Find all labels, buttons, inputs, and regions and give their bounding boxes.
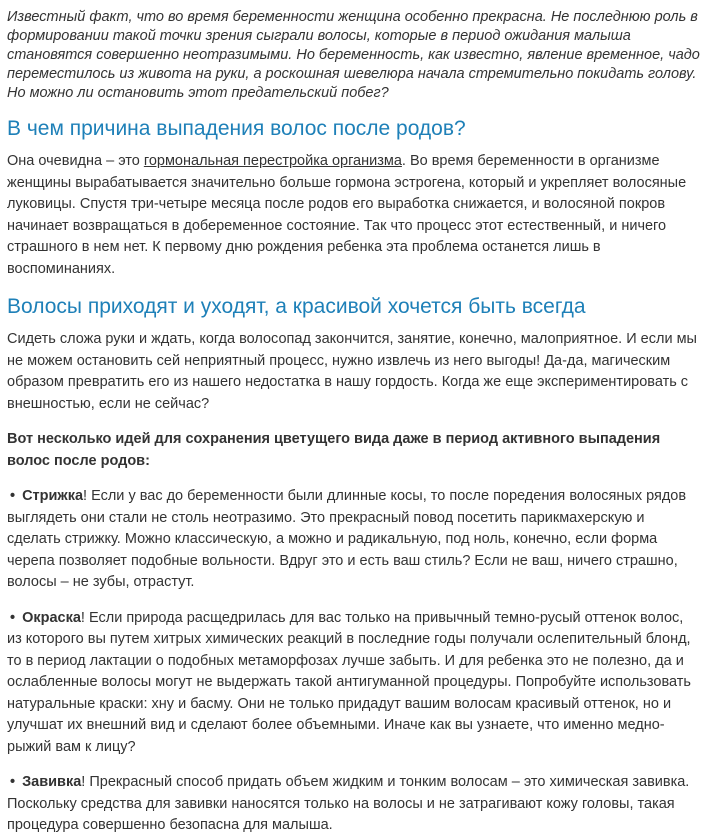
bullet-title-haircut: Стрижка (22, 488, 84, 504)
bullet-marker-icon: • (10, 774, 16, 790)
ideas-lead-paragraph: Вот несколько идей для сохранения цветущего вида даже в период активного выпадения волос после родов: (7, 431, 661, 469)
cause-text-before-link: Она очевидна – это (7, 153, 144, 169)
bullet-item-haircut (7, 486, 700, 594)
section-heading-hair-comes-and-goes: Волосы приходят и уходят, а красивой хочется быть всегда (7, 295, 586, 318)
hormonal-restructuring-link[interactable]: гормональная перестройка организма (143, 153, 402, 169)
bullet-marker-icon: • (10, 488, 16, 504)
cause-paragraph (7, 151, 700, 280)
cause-text-after-link: . Во время беременности в организме женщины вырабатывается значительно больше гормона эстрогена, который и укрепляет волосяные луковицы. Спустя три-четыре месяца после родов его выработка снижается, и волосяной покров начинает возвращаться в добеременное состояние. Так что процесс этот естественный, и ничего страшного в нем нет. К первому дню рождения ребенка эта проблема останется лишь в воспоминаниях. (7, 153, 687, 277)
section-heading-cause: В чем причина выпадения волос после родов? (7, 117, 466, 140)
bullet-text-coloring: Если природа расщедрилась для вас только на привычный темно-русый оттенок волос, из которого вы путем хитрых химических реакций в последние годы получали ослепительный блонд, то в период лактации о подобных метаморфозах лучше забыть. И для ребенка это не полезно, да и ослабленные волосы могут не выдержать такой антигуманной процедуры. Попробуйте использовать натуральные краски: хну и басму. Они не только придадут вашим волосам красивый оттенок, но и улучшат их внешний вид и сделают более объемными. Иначе как вы узнаете, что именно медно-рыжий вам к лицу? (7, 609, 691, 755)
bullet-title-haircut-exclamation: ! (83, 488, 88, 504)
bullet-text-haircut: Если у вас до беременности были длинные косы, то после поредения волосяных рядов выглядеть они стали не столь неотразимо. Это прекрасный повод посетить парикмахерскую и сделать стрижку. Можно классическую, а можно и радикальную, под ноль, конечно, если форма черепа позволяет подобные вольности. Вдруг это и есть ваш стиль? Если не ваш, ничего страшно, волосы – не зубы, отрастут. (7, 488, 687, 590)
bullet-title-perm-exclamation: ! (81, 774, 86, 790)
intro-paragraph: Известный факт, что во время беременности женщина особенно прекрасна. Не последнюю роль в формировании такой точки зрения сыграли волосы, которые в период ожидания малыша становятся совершенно неотразимыми. Но беременность, как известно, явление временное, чадо переместилось из живота на руки, а роскошная шевелюра начала стремительно покидать голову. Но можно ли остановить этот предательский побег? (7, 9, 700, 101)
bullet-title-perm: Завивка (22, 774, 82, 790)
bullet-text-perm: Прекрасный способ придать объем жидким и тонким волосам – это химическая завивка. Поскольку средства для завивки наносятся только на волосы и не затрагивают кожу головы, такая процедура совершенно безопасна для малыша. (7, 774, 690, 833)
hair-comes-and-goes-paragraph: Сидеть сложа руки и ждать, когда волосопад закончится, занятие, конечно, малоприятное. И если мы не можем остановить сей неприятный процесс, нужно извлечь из него выгоды! Да-да, магическим образом превратить его из нашего недостатка в нашу гордость. Когда же еще экспериментировать с внешностью, если не сейчас? (7, 331, 697, 412)
bullet-item-coloring (7, 608, 700, 759)
bullet-title-coloring-exclamation: ! (80, 609, 85, 626)
bullet-marker-icon: • (10, 609, 16, 626)
bullet-item-perm (7, 772, 700, 837)
bullet-title-coloring: Окраска (22, 609, 81, 626)
